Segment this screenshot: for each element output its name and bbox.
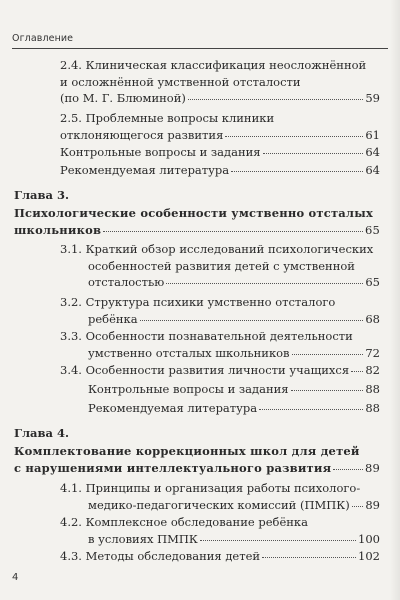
- dot-leader: [231, 170, 363, 172]
- page-ref: 88: [365, 382, 380, 396]
- toc-entry-2-4: [32, 57, 380, 107]
- dot-leader: [259, 408, 363, 410]
- page-ref: 64: [365, 163, 380, 177]
- entry-text: медико-педагогических комиссий (ПМПК): [88, 497, 350, 512]
- entry-text: 2.4. Клиническая классификация неосложнённой: [60, 58, 367, 72]
- entry-text: отклоняющегося развития: [60, 127, 224, 142]
- toc-entry-4-2: [60, 514, 380, 547]
- toc-entry-questions: [32, 144, 380, 161]
- chapter-title: [14, 443, 380, 476]
- chapter-title: [14, 205, 380, 238]
- dot-leader: [262, 556, 356, 558]
- entry-text: 3.4. Особенности развития личности учащихся: [60, 363, 350, 377]
- dot-leader: [200, 539, 356, 541]
- page-ref: 102: [358, 549, 380, 563]
- page-edge-shadow: [390, 0, 400, 600]
- running-header: Оглавление: [12, 33, 74, 44]
- entry-text: в условиях ПМПК: [88, 531, 198, 546]
- entry-text: ребёнка: [88, 311, 138, 326]
- chapter-title-line: Психологические особенности умственно отсталых: [14, 206, 374, 220]
- entry-text: отсталостью: [88, 275, 165, 289]
- page-ref: 100: [358, 531, 380, 546]
- page-ref: 59: [365, 91, 380, 105]
- toc-entry-3-3: [60, 328, 380, 361]
- entry-text: Рекомендуемая литература: [88, 401, 258, 415]
- entry-text: 3.2. Структура психики умственно отсталого: [60, 295, 336, 309]
- entry-text: особенностей развития детей с умственной: [88, 258, 355, 273]
- entry-text: умственно отсталых школьников: [88, 345, 290, 360]
- dot-leader: [333, 468, 363, 470]
- toc-entry-questions: [60, 381, 380, 398]
- page-ref: 82: [365, 363, 380, 377]
- page-number: 4: [12, 572, 19, 583]
- toc-entry-4-1: [60, 480, 380, 513]
- toc-entry-literature: [60, 400, 380, 417]
- entry-text: и осложнённой умственной отсталости: [60, 74, 301, 89]
- page-ref: 88: [365, 401, 380, 415]
- toc-entry-4-3: [60, 548, 380, 565]
- dot-leader: [103, 230, 363, 232]
- chapter-title-line: с нарушениями интеллектуального развития: [14, 460, 332, 475]
- toc-entry-literature: [32, 162, 380, 179]
- entry-text: Рекомендуемая литература: [60, 163, 230, 177]
- dot-leader: [188, 98, 363, 100]
- entry-text: 4.3. Методы обследования детей: [60, 549, 261, 563]
- entry-text: 2.5. Проблемные вопросы клиники: [60, 111, 275, 125]
- page-ref: 89: [364, 460, 380, 475]
- chapter-title-line: школьников: [14, 222, 102, 237]
- page-ref: 64: [365, 145, 380, 159]
- page-ref: 89: [365, 497, 380, 512]
- entry-text: 3.1. Краткий обзор исследований психологических: [60, 242, 374, 256]
- dot-leader: [292, 353, 364, 355]
- toc-entry-3-2: [60, 294, 380, 327]
- toc-entry-3-1: [60, 241, 380, 291]
- entry-text: 3.3. Особенности познавательной деятельности: [60, 329, 353, 343]
- entry-text: Контрольные вопросы и задания: [88, 382, 289, 396]
- page-ref: 65: [365, 275, 380, 289]
- dot-leader: [140, 319, 364, 321]
- dot-leader: [263, 152, 364, 154]
- chapter-label: Глава 4.: [14, 426, 69, 440]
- page-ref: 61: [365, 127, 380, 142]
- entry-text: 4.2. Комплексное обследование ребёнка: [60, 515, 308, 529]
- header-rule: [12, 48, 388, 49]
- chapter-title-line: Комплектование коррекционных школ для детей: [14, 444, 360, 458]
- toc-entry-3-4: [60, 362, 380, 379]
- dot-leader: [291, 389, 364, 391]
- dot-leader: [352, 505, 364, 507]
- page-ref: 72: [365, 345, 380, 360]
- page-ref: 65: [364, 222, 380, 237]
- dot-leader: [225, 135, 363, 137]
- dot-leader: [166, 282, 363, 284]
- dot-leader: [351, 370, 363, 372]
- entry-text: (по М. Г. Блюминой): [60, 91, 186, 105]
- entry-text: 4.1. Принципы и организация работы психолого-: [60, 481, 361, 495]
- entry-text: Контрольные вопросы и задания: [60, 145, 261, 159]
- page-ref: 68: [365, 311, 380, 326]
- chapter-label: Глава 3.: [14, 188, 69, 202]
- toc-entry-2-5: [32, 110, 380, 143]
